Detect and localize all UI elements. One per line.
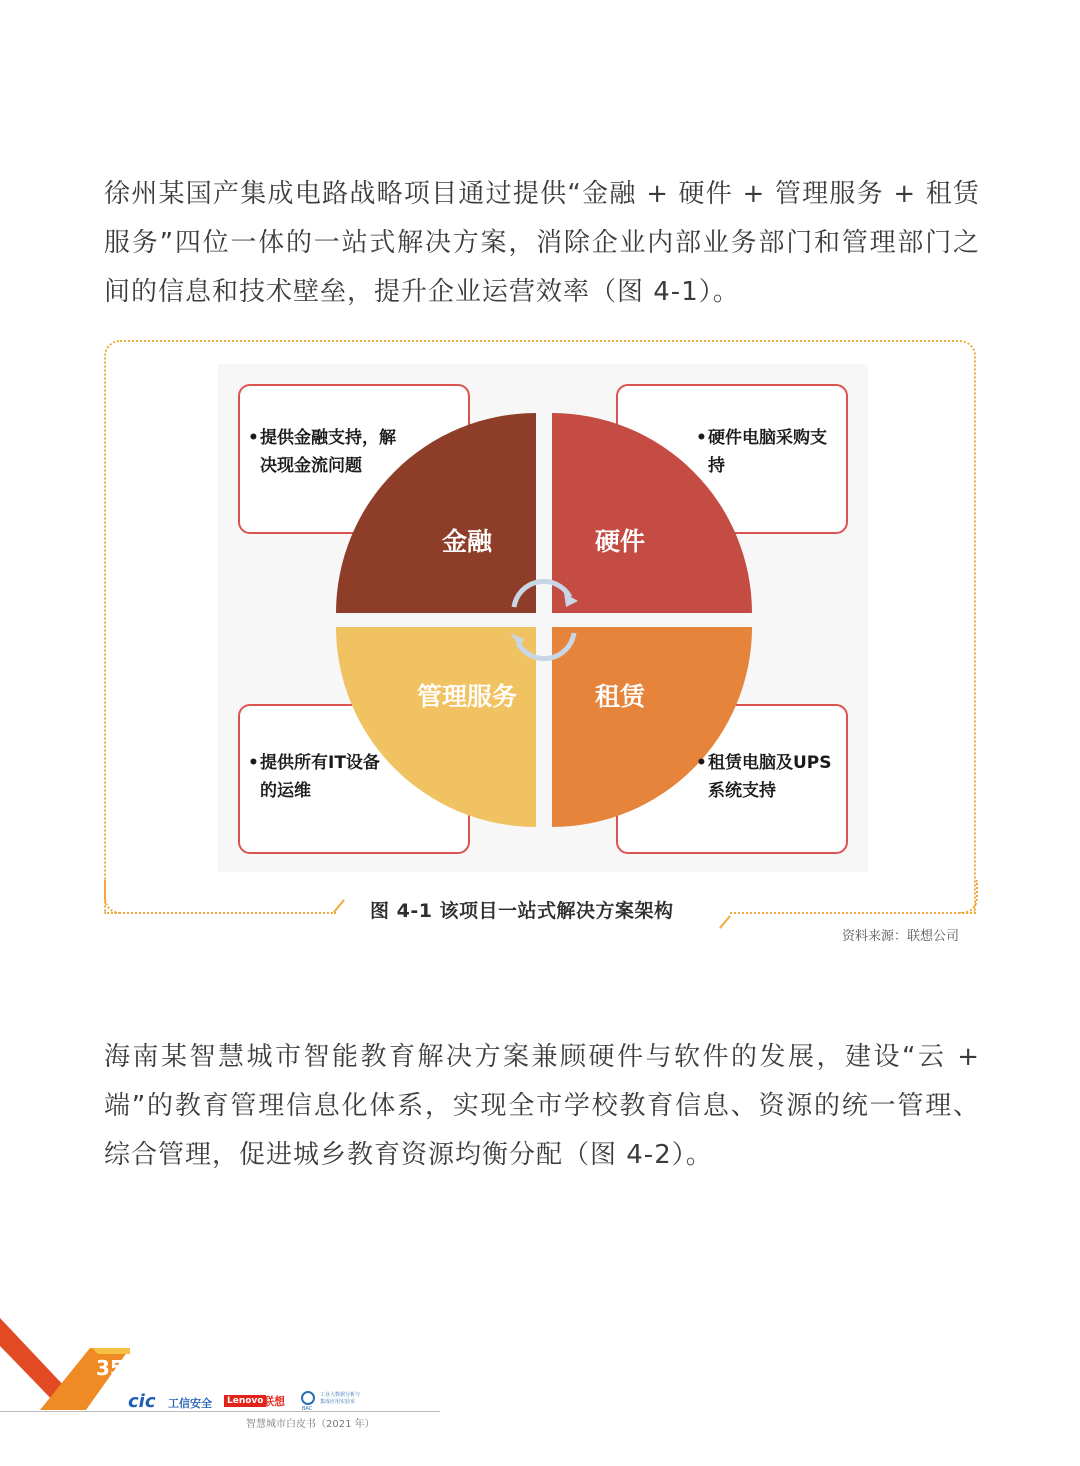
partner-logo-abbr: BAC	[302, 1406, 313, 1412]
frame-slash-right	[719, 915, 731, 929]
footer-title: 智慧城市白皮书（2021 年）	[246, 1419, 375, 1430]
partner-logo-icon	[301, 1391, 315, 1405]
management-note	[248, 749, 390, 805]
corner-chevron-yellow	[92, 1348, 130, 1354]
frame-bottom-left	[104, 912, 336, 914]
bullet: •	[696, 753, 707, 773]
leasing-note-text: 租赁电脑及UPS系统支持	[708, 753, 832, 801]
lenovo-logo: Lenovo	[224, 1395, 266, 1407]
frame-bottom-right	[730, 912, 976, 914]
second-paragraph: 海南某智慧城市智能教育解决方案兼顾硬件与软件的发展，建设“云 + 端”的教育管理信息化体系，实现全市学校教育信息、资源的统一管理、综合管理，促进城乡教育资源均衡分配（图 4-2）。	[104, 1042, 980, 1170]
figure-source: 资料来源：联想公司	[842, 929, 960, 944]
partner-logo-text: 工业大数据分析与集成应用实验室	[320, 1392, 361, 1405]
page-corner-decoration	[0, 1318, 130, 1448]
figure-caption: 图 4-1 该项目一站式解决方案架构	[370, 900, 674, 922]
footer-divider	[0, 1411, 440, 1412]
lenovo-logo-cn: 联想	[263, 1395, 285, 1408]
cic-logo: cic	[128, 1391, 156, 1412]
finance-note	[248, 424, 400, 480]
bullet: •	[248, 428, 259, 448]
hardware-note	[696, 424, 840, 480]
intro-paragraph: 徐州某国产集成电路战略项目通过提供“金融 + 硬件 + 管理服务 + 租赁服务”四位一体的一站式解决方案，消除企业内部业务部门和管理部门之间的信息和技术壁垒，提升企业运营效率（图 4-1）。	[104, 179, 980, 307]
hardware-note-text: 硬件电脑采购支持	[708, 428, 827, 476]
finance-label: 金融	[441, 527, 493, 556]
cycle-arrows-icon	[514, 581, 574, 658]
leasing-note	[696, 749, 838, 805]
bullet: •	[248, 753, 259, 773]
management-label: 管理服务	[416, 682, 518, 711]
page-number: 35	[96, 1356, 124, 1380]
hardware-label: 硬件	[594, 527, 646, 556]
finance-note-text: 提供金融支持，解决现金流问题	[260, 428, 396, 476]
leasing-label: 租赁	[594, 682, 646, 711]
management-note-text: 提供所有IT设备的运维	[260, 753, 380, 801]
cic-logo-name: 工信安全	[168, 1397, 212, 1410]
bullet: •	[696, 428, 707, 448]
